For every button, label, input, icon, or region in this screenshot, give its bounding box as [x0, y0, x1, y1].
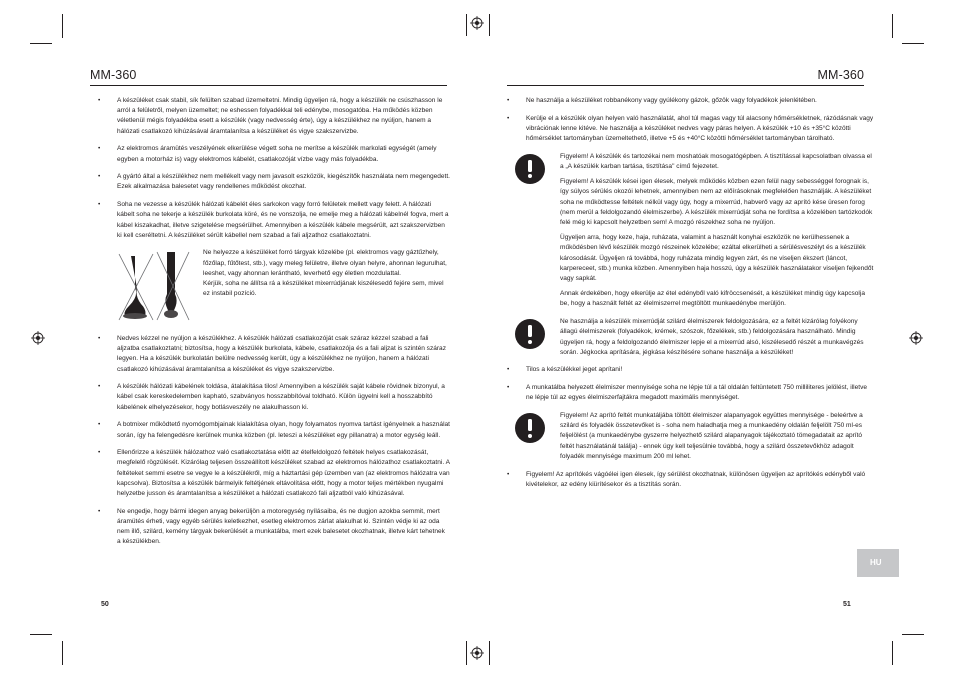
warning-block: Figyelem! Az aprító feltét munkatáljába töltött élelmiszer alapanyagok együttes mennyisége - beleértve a szilárd és folyadék összetevőket is - soha nem haladhatja meg a munkaedény oldalán feljelölt 750 ml-es feljelölést (a munkaedénybe gyszerre helyezhető szilárd alapanyagok tájékoztató tömegadatait az aprító feltét használatánál találja) - ennek úgy kell teljesülnie továbbá, hogy a szilárd összetevőkhöz adagolt folyadék mennyisége maximum 200 ml lehet. [507, 411, 874, 462]
list-item: • Soha ne vezesse a készülék hálózati kábelét éles sarkokon vagy forró felületek mellett vagy felett. A hálózati kábelt soha ne tekerje a készülék burkolata köré, és ne vonszolja, ne emelje meg a hálózati kábelnél fogva, mert a kábel kiszakadhat, illetve szigetelése megsérülhet. Amennyiben a készülék kábele megsérült, azt szakszervizben ki kell cseréltetni. A készüléket sérült kábellel nem szabad a fali aljzathoz csatlakoztatni. [98, 201, 449, 239]
list-item: • Kerülje el a készülék olyan helyen való használatát, ahol túl magas vagy túl alacsony hőmérsékletnek, rázódásnak vagy vibrációnak lenne kitéve. Ne használja a készüléket nedves vagy páras helyen. A készülék +10 és +35°C közötti hőmérséklet tartományban üzemeltethető, illetve +5 és +40°C közötti hőmérséklet tartományban tárolható. [507, 114, 874, 143]
page-number: 51 [843, 601, 851, 608]
list-item: • Tilos a készülékkel jeget aprítani! [507, 366, 623, 374]
right-content [507, 96, 874, 498]
list-item: • Nedves kézzel ne nyúljon a készülékhez. A készülék hálózati csatlakozóját csak száraz kézzel szabad a fali aljzatba csatlakoztatni; biztosítsa, hogy a készülék burkolata, kábele, csatlakozója és a fali aljzat is szintén száraz legyen. Ha a készülék burkolatán belülre nedvesség került, úgy a készülékhez ne nyúljon, hanem a hálózati csatlakozó kihúzásával áramtalanítsa a készüléket és vigye szakszervizbe. [98, 334, 446, 373]
warning-icon [515, 154, 545, 184]
right-page [477, 0, 954, 676]
model-title: MM-360 [817, 68, 864, 82]
language-tab: HU [857, 549, 899, 577]
list-item: • A botmixer működtető nyomógombjainak kialakítása olyan, hogy folyamatos nyomva tartást igényelnek a használat során, így ha felengedésre kerülnek munka közben (pl. leteszi a készüléket egy pillanatra) a motor egység leáll. [98, 421, 450, 439]
warning-icon [515, 319, 545, 349]
header-rule [90, 85, 447, 86]
warning-block: Figyelem! A készülék és tartozékai nem moshatóak mosogatógépben. A tisztítással kapcsolatban olvassa el a „A készülék karban tartása, tisztítása" című fejezetet. Figyelem! A készülék kései igen élesek, melyek működés közben ezen felül nagy sebességgel forognak is, így súlyos sérülés okozói lehetnek, amennyiben nem az előírásoknak megfelelően használják. A készüléket soha ne működtesse feltétek nélkül vagy úgy, hogy a mixerrúd, habverő vagy az aprító kése üresen forog (nem merül a feldolgozandó élelmiszerbe). A készülék mixerrúdját soha ne fordítsa a közelében tartózkodók felé még ki kapcsolt helyzetben sem! A mozgó részekhez soha ne nyúljon. Ügyeljen arra, hogy keze, haja, ruházata, valamint a használt konyhai eszközök ne kerülhessenek a működésben lévő készülék mozgó részeinek közelébe; ezáltal elkerülheti a sérülésveszélyt és a készülék károsodását. Ügyeljen rá továbbá, hogy ruházata mindig legyen zárt, és ne viseljen ékszert (láncot, karpereceet, stb.) munka közben. Amennyiben haja hosszú, úgy a készülék használatakor viseljen fejkendőt vagy sapkát. Annak érdekében, hogy elkerülje az étel edényből való kifröccsenését, a készüléket mindig úgy kapcsolja be, hogy a használt feltét az élelmiszerrel megtöltött munkaedénybe merüljön. [507, 152, 874, 310]
list-item: • Ne engedje, hogy bármi idegen anyag bekerüljön a motoregység nyílásaiba, és ne dugjon azokba semmit, mert áramütés érheti, vagy egyéb sérülés keletkezhet, esetleg elektromos zárlat alakulhat ki. Szintén védje ki az oda nem illő, szilárd, kemény tárgyak bekerülését a munkatálba, mert ezek balesetet okozhatnak, illetve kárt tehetnek a készülékben. [98, 507, 445, 546]
blender-crossed-out-illustration [117, 250, 195, 322]
list-item: • Az elektromos áramütés veszélyének elkerülése végett soha ne merítse a készülék markolati egységét (amely egyben a motorház is) vagy elektromos kábelét, csatlakozóját vízbe vagy más folyadékba. [98, 145, 437, 163]
list-item: • A készülék hálózati kábelének toldása, átalakítása tilos! Amennyiben a készülék saját kábele rövidnek bizonyul, a kábel csak kereskedelemben kapható, szabványos hosszabbítóval toldható. Külön ügyelni kell a hosszabbító kábelének elhelyezésekor, hogy botlásveszély ne alakulhasson ki. [98, 383, 445, 411]
list-item: • A készüléket csak stabil, sík felülten szabad üzemeltetni. Mindig ügyeljen rá, hogy a készülék ne csúszhasson le arról a felületről, melyen üzemeltet; ne eshessen folyadékkal teli edénybe, mosogatóba. Ha működés közben véletlenül mégis folyadékba esett a készülék (vagy nedvesség érte), úgy a készülékhez ne nyúljon, hanem a hálózati csatlakozó kihúzásával áramtalanítsa a készüléket és vigye szakszervizbe. [98, 97, 443, 135]
list-item: • Figyelem! Az aprítókés vágóélei igen élesek, így sérülést okozhatnak, különösen ügyeljen az aprítókés edényből való kivételekor, az edény kiürítésekor és a tisztítás során. [507, 470, 866, 488]
blender-figure-block [117, 248, 450, 326]
list-item: • Ne használja a készüléket robbanékony vagy gyúlékony gázok, gőzök vagy folyadékok jelenlétében. [507, 97, 817, 104]
warning-icon [515, 413, 545, 443]
left-content [98, 96, 450, 555]
list-item: • Ellenőrizze a készülék hálózathoz való csatlakoztatása előtt az ételfeldolgozó feltétek helyes csatlakozását, megfelelő rögzülését. Kizárólag teljesen összeállított készüléket szabad az elektromos hálózathoz csatlakoztatni. A feltéteket semmi esetre se vegye le a készülékről, míg a háztartási gép üzemben van (az elektromos hálózatra van kapcsolva). Biztosítsa a készülék bármelyik feltétjének eltávolítása előtt, hogy a motor teljes mértékben nyugalmi helyzetbe jusson és áramtalanítsa a készüléket a hálózati csatlakozó fali aljzatból való kihúzásával. [98, 449, 450, 498]
page-number: 50 [101, 601, 109, 608]
list-item: • A gyártó által a készülékhez nem mellékelt vagy nem javasolt eszközök, kiegészítők használata nem megengedett. Ezek alkalmazása balesetet vagy rendellenes működést okozhat. [98, 173, 450, 191]
header-rule [507, 85, 864, 86]
list-item: • A munkatálba helyezett élelmiszer mennyisége soha ne lépje túl a tál oldalán feltüntetett 750 milliliteres jelölést, illetve ne lépje túl az egyes élelmiszerfajtákra megadott maximális mennyiséget. [507, 384, 867, 402]
model-title: MM-360 [90, 68, 137, 82]
blender-figure-text: Ne helyezze a készüléket forró tárgyak közelébe (pl. elektromos vagy gáztűzhely, főzőlap, fűtőtest, stb.), vagy meleg felületre, illetve olyan helyre, ahonnan legurulhat, leeshet, vagy ahonnan lerántható, leverhető egy életlen mozdulattal. Kérjük, soha ne állítsa rá a készüléket mixerrúdjának kiszélesedő fejére sem, mivel ez instabil pozíció. [203, 249, 447, 298]
warning-block: Ne használja a készülék mixerrúdját szilárd élelmiszerek feldolgozására, ez a feltét kizárólag folyékony állagú élelmiszerek (folyadékok, krémek, szószok, főzelékek, stb.) feldolgozására használható. Mindig ügyeljen rá, hogy a feldolgozandó élelmiszer lepje el a mixerrúd alsó, kiszélesedő részét a munkavégzés során. Jégkocka aprítására, jégkása készítésére sohane használja a készüléket! [507, 317, 874, 358]
